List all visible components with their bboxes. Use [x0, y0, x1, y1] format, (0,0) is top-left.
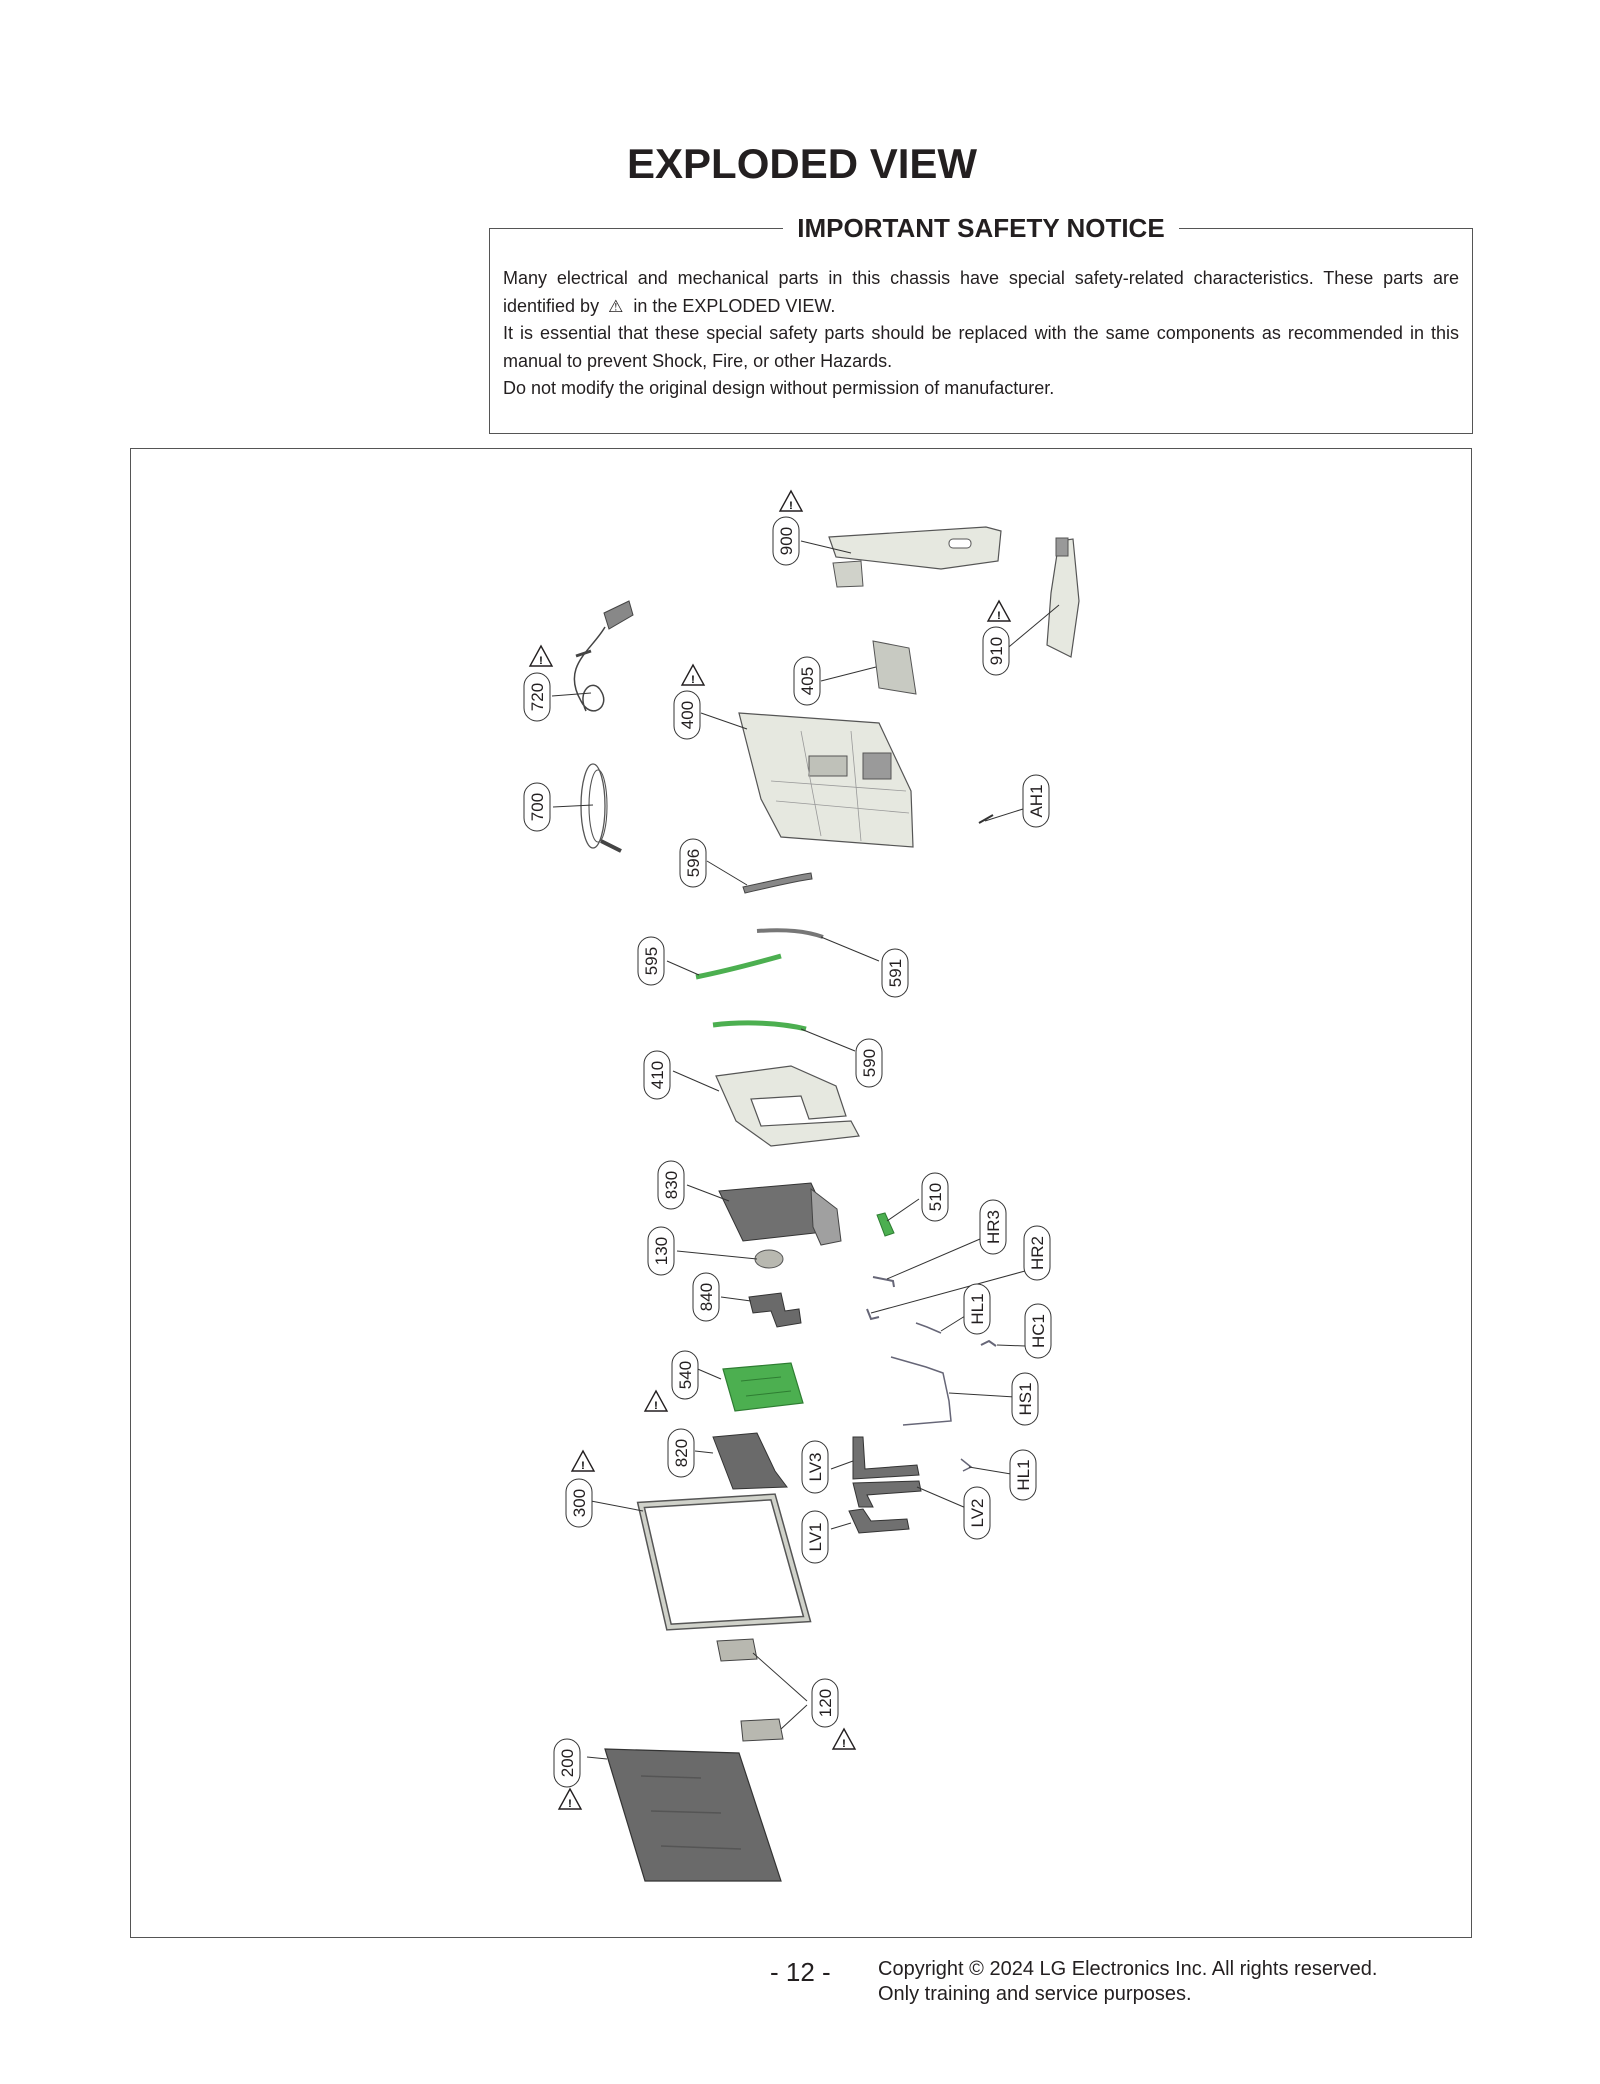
exploded-view-diagram — [130, 448, 1472, 1938]
part-lv2-bracket — [853, 1481, 921, 1507]
label-200-text: 200 — [558, 1748, 577, 1778]
label-405 — [794, 657, 820, 705]
label-lv1 — [802, 1511, 828, 1563]
part-hl1-cable-upper — [916, 1323, 941, 1333]
label-900-text: 900 — [777, 526, 796, 556]
label-200 — [554, 1739, 580, 1787]
part-hr2-cable — [867, 1309, 879, 1319]
part-700-power-cord — [581, 764, 621, 851]
label-ah1 — [1023, 775, 1049, 827]
label-590-text: 590 — [860, 1048, 879, 1078]
label-hs1-text: HS1 — [1016, 1382, 1035, 1416]
label-596 — [680, 839, 706, 887]
safety-notice-box — [489, 213, 1473, 434]
label-591-text: 591 — [886, 958, 905, 988]
part-590-led-strip — [713, 1023, 806, 1029]
label-830 — [658, 1161, 684, 1209]
part-200-rear-panel — [605, 1749, 781, 1881]
warning-icon: ! — [568, 1798, 572, 1810]
page-number: - 12 - — [770, 1957, 831, 1987]
label-hr3-text: HR3 — [984, 1209, 1003, 1245]
label-595-text: 595 — [642, 946, 661, 976]
label-910 — [983, 627, 1009, 675]
part-130-speaker — [755, 1250, 783, 1268]
label-120 — [812, 1679, 838, 1727]
part-820-shield — [713, 1433, 787, 1489]
usage-line: Only training and service purposes. — [878, 1983, 1192, 2005]
warning-icon: ! — [789, 500, 793, 512]
part-hl1-cable-lower — [961, 1459, 971, 1471]
part-400-back-cover — [739, 713, 913, 847]
label-130 — [648, 1227, 674, 1275]
part-510-pcb — [877, 1213, 894, 1236]
part-540-main-board — [723, 1363, 803, 1411]
warning-icon: ! — [842, 1738, 846, 1750]
label-590 — [856, 1039, 882, 1087]
part-lv3-bracket — [853, 1437, 919, 1479]
label-130-text: 130 — [652, 1236, 671, 1266]
label-hl1-upper — [964, 1284, 990, 1334]
part-830-shield — [719, 1183, 841, 1245]
part-840-plate — [749, 1293, 801, 1327]
label-540 — [672, 1351, 698, 1399]
label-830-text: 830 — [662, 1170, 681, 1200]
label-300-text: 300 — [570, 1488, 589, 1518]
notice-line-1-text: Many electrical and mechanical parts in this chassis have special safety-related characteristics. These parts are identified by — [503, 268, 1459, 316]
label-820-text: 820 — [672, 1438, 691, 1468]
part-720-power-adapter — [574, 601, 633, 711]
label-405-text: 405 — [798, 666, 817, 696]
label-lv3 — [802, 1441, 828, 1493]
warning-icon: ! — [691, 674, 695, 686]
label-591 — [882, 949, 908, 997]
page-title: EXPLODED VIEW — [627, 140, 978, 187]
label-lv1-text: LV1 — [806, 1522, 825, 1552]
label-lv2-text: LV2 — [968, 1498, 987, 1528]
notice-line-1-tail: in the EXPLODED VIEW. — [633, 295, 836, 316]
label-596-text: 596 — [684, 848, 703, 878]
warning-triangle-icon: ⚠ — [608, 296, 624, 316]
part-120-bracket — [717, 1639, 783, 1741]
label-840-text: 840 — [697, 1282, 716, 1312]
safety-notice-title: IMPORTANT SAFETY NOTICE — [783, 213, 1178, 243]
label-400 — [674, 691, 700, 739]
part-405-cover — [873, 641, 916, 694]
label-820 — [668, 1429, 694, 1477]
label-900 — [773, 517, 799, 565]
notice-line-2: It is essential that these special safety parts should be replaced with the same components as recommended in this manual to prevent Shock, Fire, or other Hazards. — [503, 323, 1459, 371]
part-hs1-cable — [891, 1357, 951, 1425]
label-hr3 — [980, 1200, 1006, 1254]
label-hl1-lower — [1010, 1450, 1036, 1500]
safety-notice-text — [503, 265, 1459, 403]
label-lv2 — [964, 1487, 990, 1539]
label-510 — [922, 1173, 948, 1221]
warning-icon: ! — [654, 1400, 658, 1412]
label-510-text: 510 — [926, 1182, 945, 1212]
label-hl1-lower-text: HL1 — [1014, 1459, 1033, 1491]
notice-line-3: Do not modify the original design without permission of manufacturer. — [503, 378, 1055, 398]
label-hs1 — [1012, 1373, 1038, 1425]
safety-notice-heading — [490, 213, 1472, 244]
label-540-text: 540 — [676, 1360, 695, 1390]
label-120-text: 120 — [816, 1688, 835, 1718]
label-300 — [566, 1479, 592, 1527]
label-ah1-text: AH1 — [1027, 784, 1046, 818]
part-lv1-bracket — [849, 1509, 909, 1533]
label-910-text: 910 — [987, 636, 1006, 666]
label-hr2 — [1024, 1226, 1050, 1280]
label-hl1-upper-text: HL1 — [968, 1293, 987, 1325]
warning-icon: ! — [539, 655, 543, 667]
label-lv3-text: LV3 — [806, 1452, 825, 1482]
part-591-frame-strip — [757, 930, 823, 937]
label-400-text: 400 — [678, 700, 697, 730]
label-hc1-text: HC1 — [1029, 1313, 1048, 1349]
label-410 — [644, 1051, 670, 1099]
label-410-text: 410 — [648, 1060, 667, 1090]
part-300-front-frame — [641, 1497, 807, 1627]
label-hr2-text: HR2 — [1028, 1235, 1047, 1271]
label-840 — [693, 1273, 719, 1321]
label-720-text: 720 — [528, 682, 547, 712]
notice-line-1 — [503, 265, 1459, 320]
part-410-middle-frame — [716, 1066, 859, 1146]
label-595 — [638, 937, 664, 985]
part-910-stand-base — [1047, 538, 1079, 657]
copyright-notice — [878, 1957, 1377, 2007]
part-596-bar — [743, 873, 812, 893]
part-900-stand-neck — [829, 527, 1001, 587]
copyright-line: Copyright © 2024 LG Electronics Inc. All rights reserved. — [878, 1958, 1378, 1980]
part-labels — [524, 491, 1051, 1810]
label-700-text: 700 — [528, 792, 547, 822]
warning-icon: ! — [997, 610, 1001, 622]
exploded-view-drawing — [131, 449, 1473, 1939]
part-595-led-strip — [696, 956, 781, 977]
label-hc1 — [1025, 1304, 1051, 1358]
label-720 — [524, 673, 550, 721]
label-700 — [524, 783, 550, 831]
warning-icon: ! — [581, 1460, 585, 1472]
part-hr3-cable — [873, 1277, 894, 1287]
part-hc1-cable — [981, 1341, 996, 1346]
